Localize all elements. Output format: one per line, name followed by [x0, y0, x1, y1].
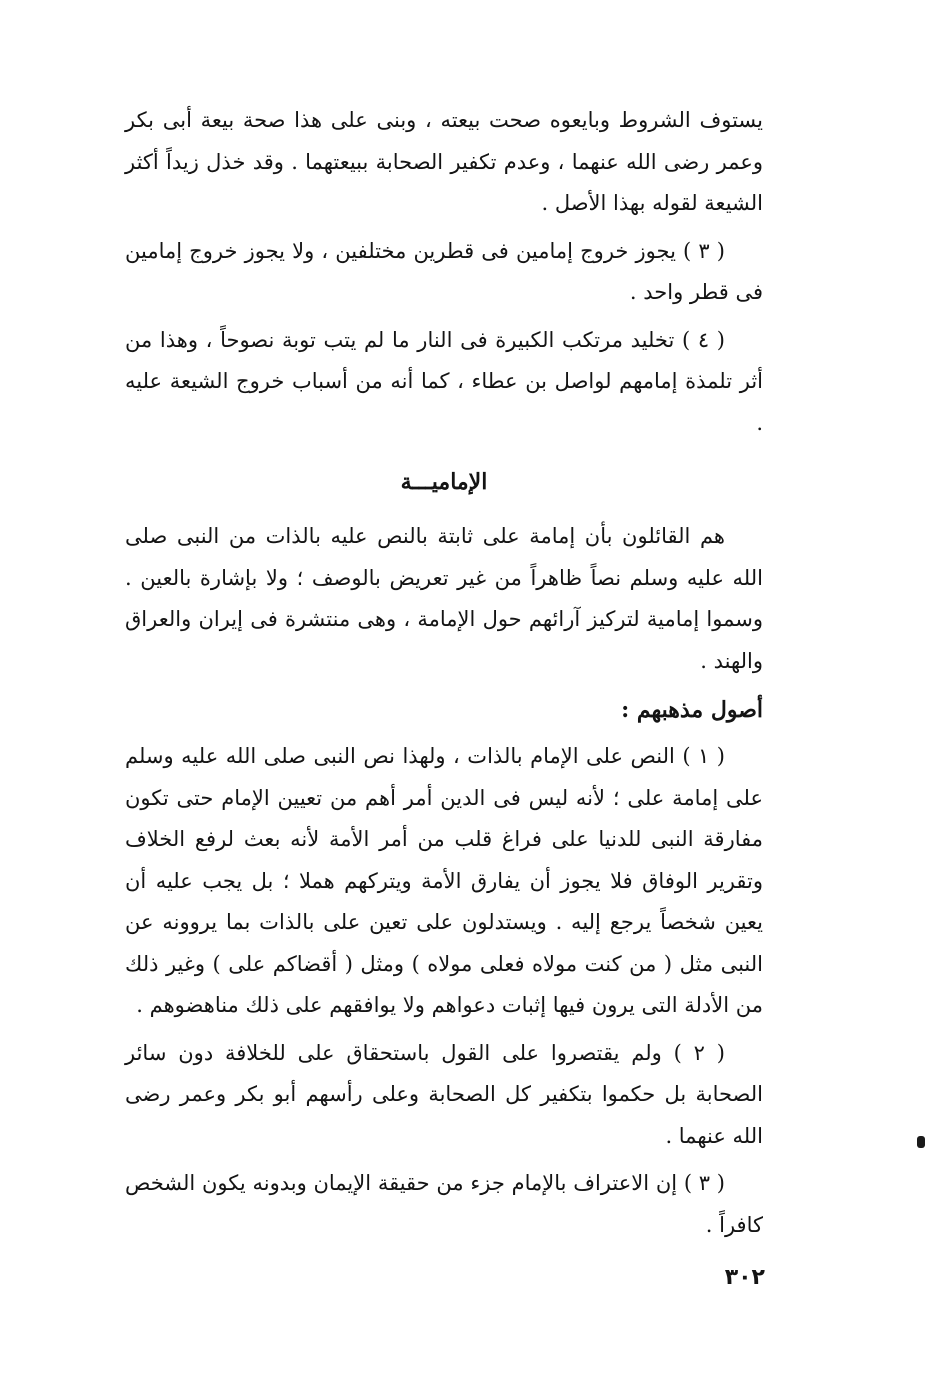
subsection-title: أصول مذهبهم : [621, 697, 763, 723]
paragraph-intro-1: يستوف الشروط وبايعوه صحت بيعته ، وبنى على هذا صحة بيعة أبى بكر وعمر رضى الله عنهما ، وعدم تكفير الصحابة ببيعتهما . وقد خذل زيداً أكثر الشيعة لقوله بهذا الأصل . [125, 108, 763, 215]
section-title: الإماميـــة [400, 469, 488, 495]
paragraph-intro-2: ( ٣ ) يجوز خروج إمامين فى قطرين مختلفين ، ولا يجوز خروج إمامين فى قطر واحد . [125, 238, 763, 304]
principle-3: ( ٣ ) إن الاعتراف بالإمام جزء من حقيقة الإيمان وبدونه يكون الشخص كافراً . [125, 1171, 763, 1237]
paragraph-imamiyya: هم القائلون بأن إمامة على ثابتة بالنص عليه بالذات من النبى صلى الله عليه وسلم نصاً ظاهراً من غير تعريض بالوصف ؛ ولا بإشارة بالعين . وسموا إمامية لتركيز آرائهم حول الإمامة ، وهى منتشرة فى إيران والعراق والهند . [125, 524, 763, 673]
page-number: ٣٠٢ [724, 1265, 765, 1290]
margin-ink-mark [917, 1136, 925, 1148]
principle-2: ( ٢ ) ولم يقتصروا على القول باستحقاق على للخلافة دون سائر الصحابة بل حكموا بتكفير كل الصحابة وعلى رأسهم أبو بكر وعمر رضى الله عنهما . [125, 1040, 763, 1148]
principle-1: ( ١ ) النص على الإمام بالذات ، ولهذا نص النبى صلى الله عليه وسلم على إمامة على ؛ لأنه ليس فى الدين أمر أهم من تعيين الإمام حتى تكون مفارقة النبى للدنيا على فراغ قلب من أمر الأمة لأنه بعث لرفع الخلاف وتقرير الوفاق فلا يجوز أن يفارق الأمة ويتركهم هملا ؛ بل يجب عليه أن يعين شخصاً يرجع إليه . ويستدلون على تعين على بالذات بما يروونه عن النبى مثل ( من كنت مولاه فعلى مولاه ) ومثل ( أقضاكم على ) وغير ذلك من الأدلة التى يرون فيها إثبات دعواهم ولا يوافقهم على ذلك مناهضوهم . [125, 744, 763, 1017]
page-body [125, 100, 763, 1246]
paragraph-intro-3: ( ٤ ) تخليد مرتكب الكبيرة فى النار ما لم يتب توبة نصوحاً ، وهذا من أثر تلمذة إمامهم لواصل بن عطاء ، كما أنه من أسباب خروج الشيعة عليه . [125, 327, 763, 435]
